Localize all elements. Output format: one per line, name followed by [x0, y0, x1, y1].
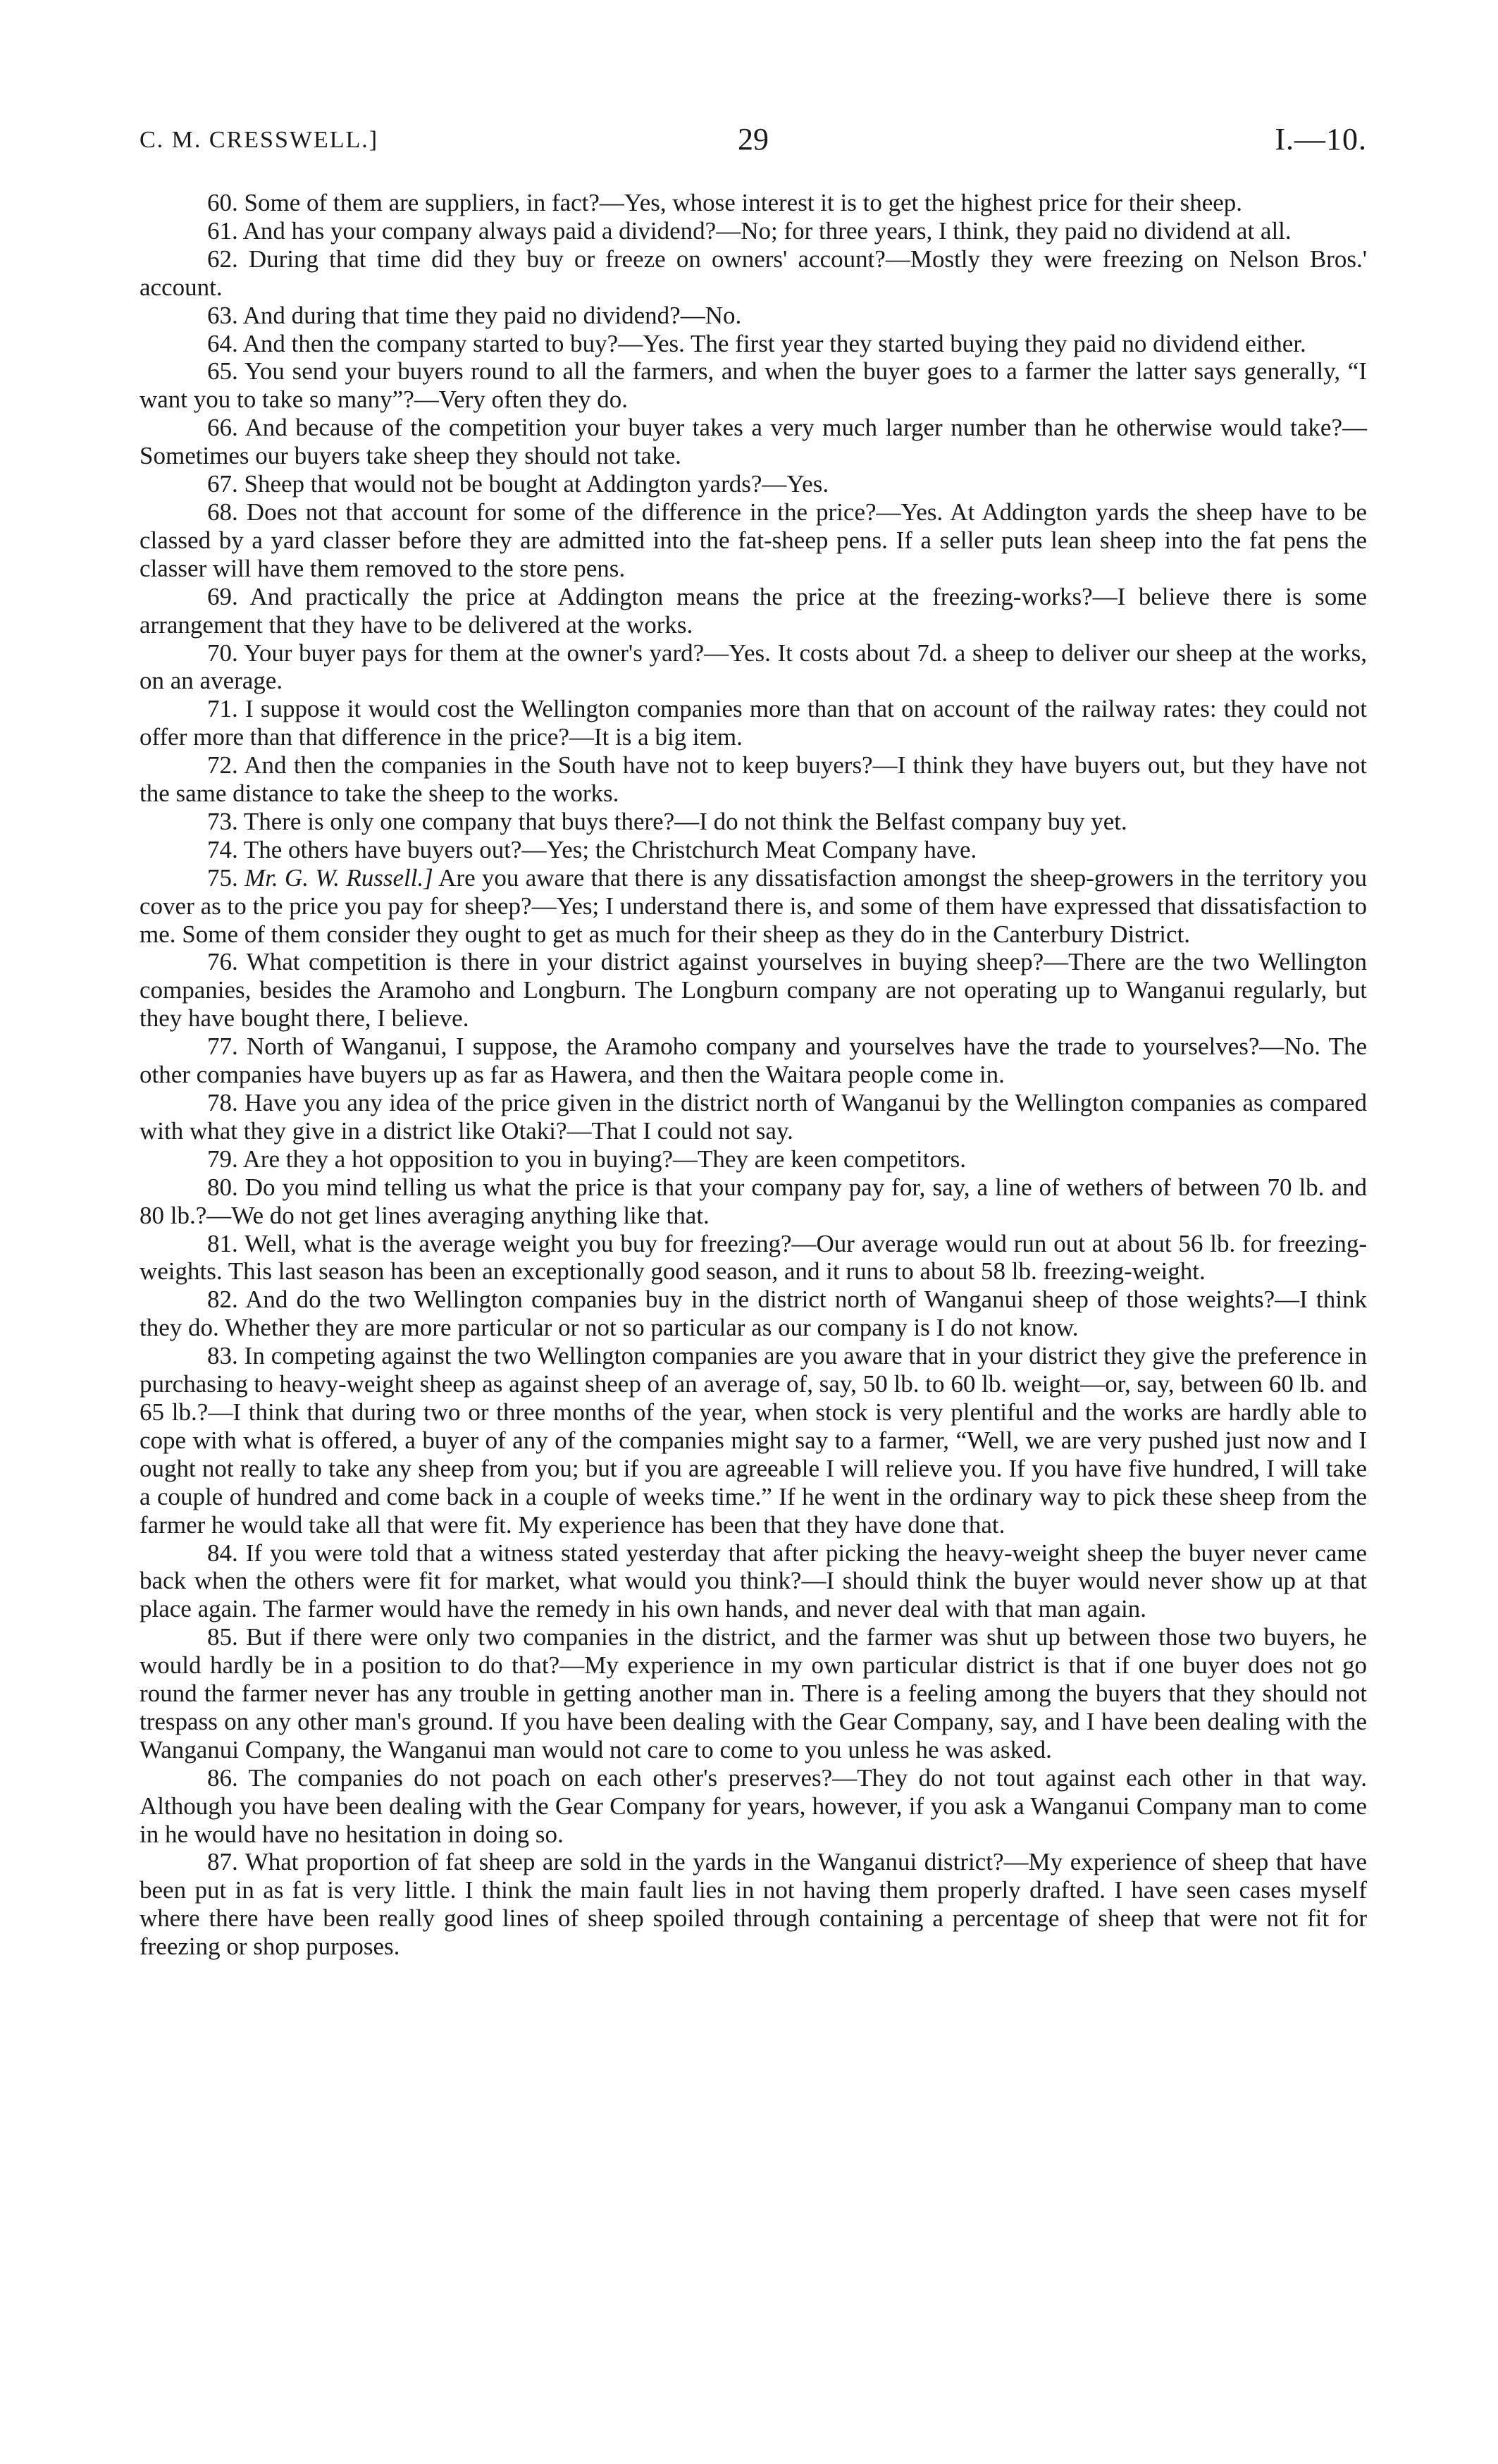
document-reference: I.—10. — [1275, 122, 1367, 156]
witness-name: C. M. CRESSWELL.] — [140, 127, 379, 153]
question-answer-87: 87. What proportion of fat sheep are sold in the yards in the Wanganui district?—My experience of sheep that have been put in as fat is very little. I think the main fault lies in not having them properly drafted. I have seen cases myself where there have been really good lines of sheep spoiled through containing a percentage of sheep that were not fit for freezing or shop purposes. — [140, 1848, 1367, 1961]
paragraph-body: Are you aware that there is any dissatisfaction amongst the sheep-growers in the territory you cover as to the price you pay for sheep?—Yes; I understand there is, and some of them have expressed that dissatisfaction to me. Some of them consider they ought to get as much for their sheep as they do in the Canterbury District. — [140, 863, 1367, 948]
question-answer-68: 68. Does not that account for some of the difference in the price?—Yes. At Addington yards the sheep have to be classed by a yard classer before they are admitted into the fat-sheep pens. If a seller puts lean sheep into the fat pens the classer will have them removed to the store pens. — [140, 498, 1367, 582]
page-header — [140, 121, 1367, 164]
question-answer-82: 82. And do the two Wellington companies buy in the district north of Wanganui sheep of those weights?—I think they do. Whether they are more particular or not so particular as our company is I do not know. — [140, 1286, 1367, 1342]
question-answer-86: 86. The companies do not poach on each other's preserves?—They do not tout against each other in that way. Although you have been dealing with the Gear Company for years, however, if you ask a Wanganui Company man to come in he would have no hesitation in doing so. — [140, 1763, 1367, 1848]
question-answer-60: 60. Some of them are suppliers, in fact?—Yes, whose interest it is to get the highest price for their sheep. — [207, 189, 1243, 216]
question-answer-61: 61. And has your company always paid a dividend?—No; for three years, I think, they paid no dividend at all. — [207, 216, 1292, 245]
question-answer-78: 78. Have you any idea of the price given in the district north of Wanganui by the Wellington companies as compared with what they give in a district like Otaki?—That I could not say. — [140, 1089, 1367, 1145]
question-answer-79: 79. Are they a hot opposition to you in buying?—They are keen competitors. — [207, 1145, 967, 1173]
question-answer-74: 74. The others have buyers out?—Yes; the Christchurch Meat Company have. — [207, 835, 977, 863]
question-answer-80: 80. Do you mind telling us what the price is that your company pay for, say, a line of wethers of between 70 lb. and 80 lb.?—We do not get lines averaging anything like that. — [140, 1173, 1367, 1229]
question-answer-66: 66. And because of the competition your buyer takes a very much larger number than he otherwise would take?—Sometimes our buyers take sheep they should not take. — [140, 414, 1367, 470]
questioner-name: Mr. G. W. Russell.] — [244, 863, 433, 892]
question-answer-67: 67. Sheep that would not be bought at Addington yards?—Yes. — [207, 470, 829, 498]
question-answer-81: 81. Well, what is the average weight you buy for freezing?—Our average would run out at about 56 lb. for freezing-weights. This last season has been an exceptionally good season, and it runs to about 58 lb. freezing-weight. — [140, 1229, 1367, 1286]
question-answer-64: 64. And then the company started to buy?—Yes. The first year they started buying they paid no dividend either. — [207, 329, 1306, 357]
question-answer-72: 72. And then the companies in the South have not to keep buyers?—I think they have buyers out, but they have not the same distance to take the sheep to the works. — [140, 751, 1367, 808]
question-answer-70: 70. Your buyer pays for them at the owner's yard?—Yes. It costs about 7d. a sheep to deliver our sheep at the works, on an average. — [140, 639, 1367, 695]
evidence-text — [140, 189, 1367, 1961]
question-answer-69: 69. And practically the price at Addington means the price at the freezing-works?—I believe there is some arrangement that they have to be delivered at the works. — [140, 582, 1367, 639]
question-answer-63: 63. And during that time they paid no dividend?—No. — [207, 301, 742, 329]
question-answer-73: 73. There is only one company that buys there?—I do not think the Belfast company buy yet. — [207, 807, 1127, 835]
question-answer-76: 76. What competition is there in your district against yourselves in buying sheep?—There are the two Wellington companies, besides the Aramoho and Longburn. The Longburn company are not operating up to Wanganui regularly, but they have bought there, I believe. — [140, 948, 1367, 1033]
question-answer-84: 84. If you were told that a witness stated yesterday that after picking the heavy-weight sheep the buyer never came back when the others were fit for market, what would you think?—I should think the buyer would never show up at that place again. The farmer would have the remedy in his own hands, and never deal with that man again. — [140, 1539, 1367, 1623]
page-number: 29 — [738, 122, 769, 156]
question-answer-77: 77. North of Wanganui, I suppose, the Aramoho company and yourselves have the trade to yourselves?—No. The other companies have buyers up as far as Hawera, and then the Waitara people come in. — [140, 1033, 1367, 1089]
question-answer-85: 85. But if there were only two companies in the district, and the farmer was shut up between those two buyers, he would hardly be in a position to do that?—My experience in my own particular district is that if one buyer does not go round the farmer never has any trouble in getting another man in. There is a feeling among the buyers that they should not trespass on any other man's ground. If you have been dealing with the Gear Company, say, and I have been dealing with the Wanganui Company, the Wanganui man would not care to come to you unless he was asked. — [140, 1623, 1367, 1763]
question-answer-65: 65. You send your buyers round to all the farmers, and when the buyer goes to a farmer the latter says generally, “I want you to take so many”?—Very often they do. — [140, 357, 1367, 414]
question-answer-83: 83. In competing against the two Wellington companies are you aware that in your district they give the preference in purchasing to heavy-weight sheep as against sheep of an average of, say, 50 lb. to 60 lb. weight—or, say, between 60 lb. and 65 lb.?—I think that during two or three months of the year, when stock is very plentiful and the works are hardly able to cope with what is offered, a buyer of any of the companies might say to a farmer, “Well, we are very pushed just now and I ought not really to take any sheep from you; but if you are agreeable I will relieve you. If you have five hundred, I will take a couple of hundred and come back in a couple of weeks time.” If he went in the ordinary way to pick these sheep from the farmer he would take all that were fit. My experience has been that they have done that. — [140, 1342, 1367, 1539]
question-answer-62: 62. During that time did they buy or freeze on owners' account?—Mostly they were freezing on Nelson Bros.' account. — [140, 245, 1367, 301]
question-answer-75 — [140, 864, 1367, 949]
question-answer-71: 71. I suppose it would cost the Wellington companies more than that on account of the railway rates: they could not offer more than that difference in the price?—It is a big item. — [140, 695, 1367, 751]
paragraph-number: 75. — [207, 863, 245, 892]
